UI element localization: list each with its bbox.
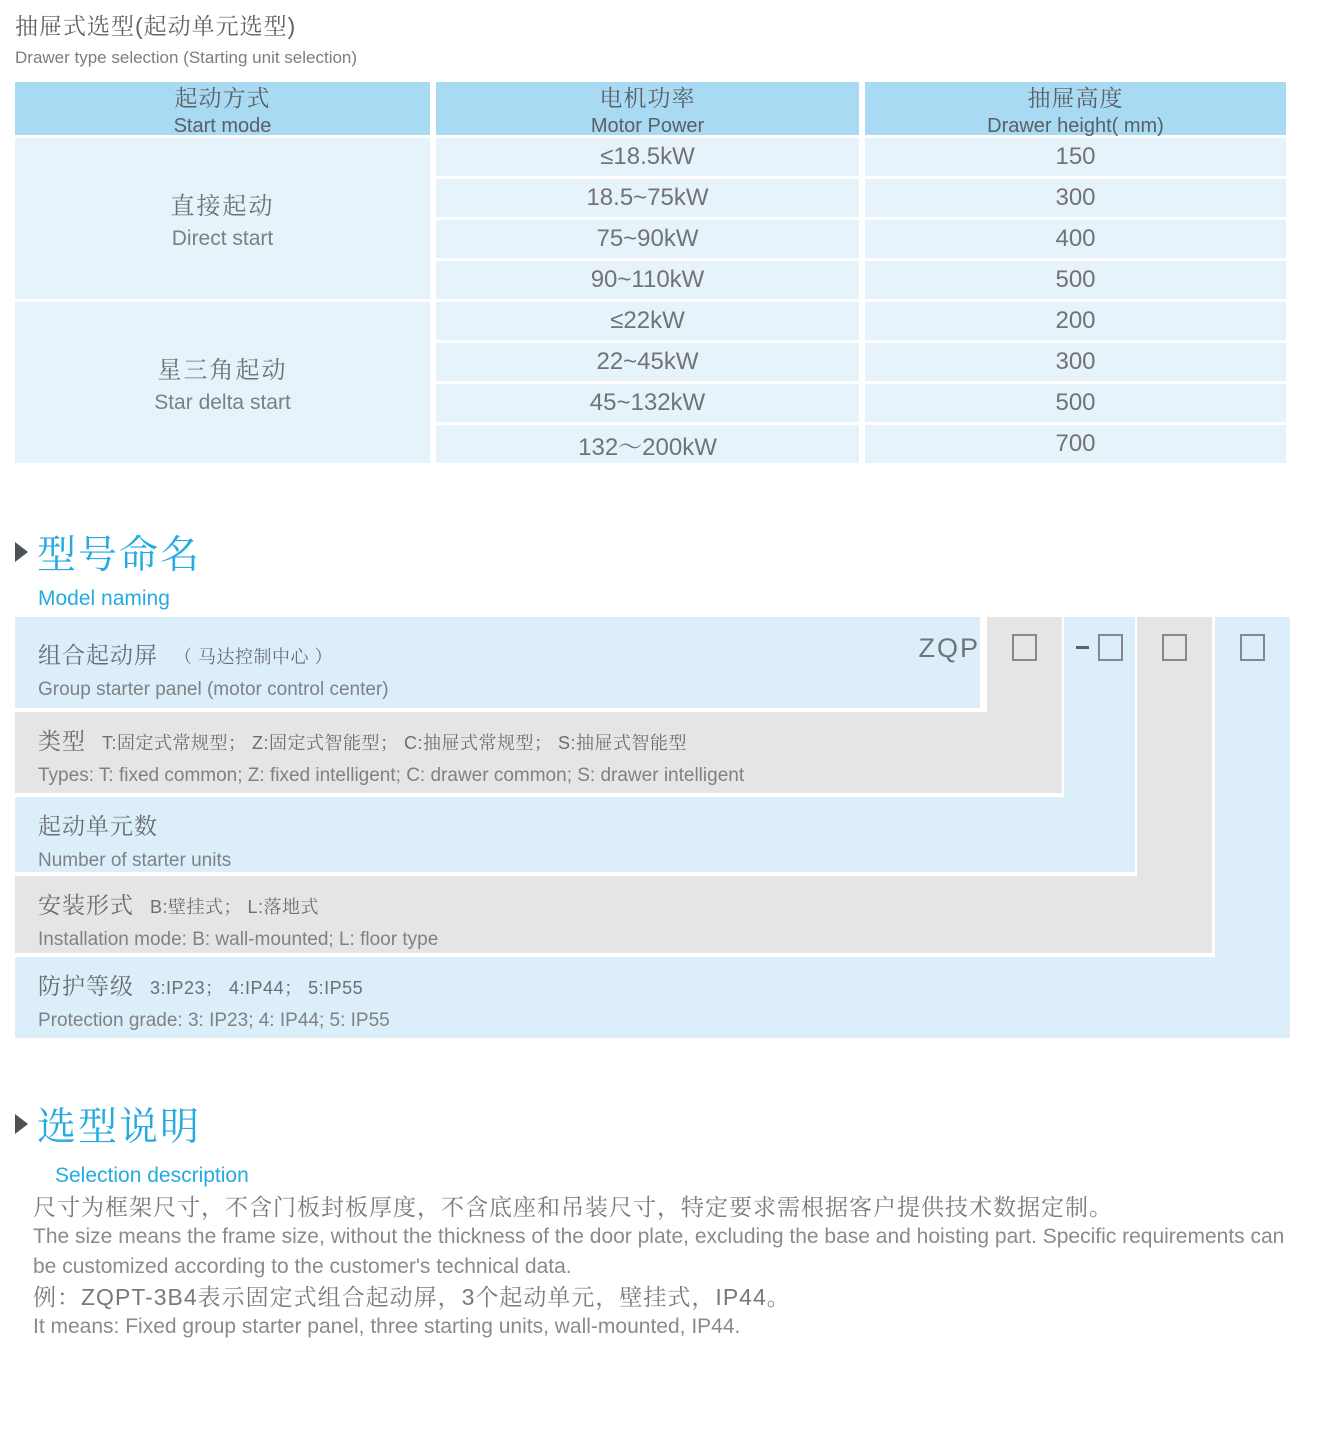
height-cell: [865, 179, 1286, 217]
band-group-starter-panel: [15, 617, 980, 708]
band-installation-mode: [15, 876, 1212, 953]
band-desc-en: Group starter panel (motor control center): [38, 679, 389, 700]
height-value: 500: [1055, 266, 1096, 293]
height-cell: [865, 302, 1286, 340]
power-cell: [436, 384, 859, 422]
band-detail-cn: B:壁挂式； L:落地式: [150, 897, 320, 917]
model-code-slot-2: [1064, 631, 1135, 663]
code-column-protection: [1215, 617, 1290, 1038]
power-cell: [436, 179, 859, 217]
code-box-icon: [1098, 634, 1123, 661]
section-title-cn: 选型说明: [37, 1106, 202, 1149]
mode-cell-direct-start: [15, 138, 430, 299]
power-value: 45~132kW: [589, 389, 706, 416]
triangle-marker-icon: [15, 542, 28, 562]
header-cn: 电机功率: [599, 84, 696, 111]
model-naming-diagram: [15, 617, 1290, 1038]
band-desc-en: Types: T: fixed common; Z: fixed intelligent; C: drawer common; S: drawer intelligent: [38, 765, 745, 786]
band-desc-en: Installation mode: B: wall-mounted; L: floor type: [38, 929, 439, 950]
triangle-marker-icon: [15, 1114, 28, 1134]
code-box-icon: [1240, 634, 1265, 661]
model-code-slot-4: [1215, 631, 1290, 663]
height-value: 200: [1055, 307, 1096, 334]
header-cn: 抽屉高度: [1027, 84, 1124, 111]
height-cell: [865, 261, 1286, 299]
power-cell: [436, 138, 859, 176]
height-value: 400: [1055, 225, 1096, 252]
code-box-icon: [1162, 634, 1187, 661]
band-label-cn: 起动单元数: [38, 813, 158, 839]
table-header-drawer-height: [865, 82, 1286, 135]
header-en: Drawer height( mm): [987, 114, 1164, 137]
power-value: 132～200kW: [578, 433, 717, 461]
power-cell: [436, 343, 859, 381]
header-en: Start mode: [173, 114, 272, 137]
power-value: 75~90kW: [596, 225, 699, 252]
mode-cn: 星三角起动: [157, 357, 288, 384]
height-cell: [865, 220, 1286, 258]
header-en: Motor Power: [590, 114, 705, 137]
power-cell: [436, 302, 859, 340]
code-box-icon: [1012, 634, 1037, 661]
power-cell: [436, 261, 859, 299]
doc-title: [15, 8, 357, 68]
height-cell: [865, 425, 1286, 463]
band-protection-grade: [15, 957, 1290, 1038]
band-label-cn: 组合起动屏: [38, 642, 158, 668]
header-cn: 起动方式: [174, 84, 271, 111]
model-code-slot-1: [987, 631, 1062, 663]
power-value: 90~110kW: [590, 266, 705, 293]
selection-description-text: [33, 1192, 1285, 1342]
section-title-cn: 型号命名: [37, 534, 202, 577]
description-line-cn: 例：ZQPT-3B4表示固定式组合起动屏，3个起动单元，壁挂式，IP44。: [33, 1284, 791, 1310]
height-value: 700: [1055, 430, 1096, 457]
band-starter-units: [15, 797, 1135, 872]
band-desc-en: Protection grade: 3: IP23; 4: IP44; 5: IP55: [38, 1010, 390, 1031]
table-header-start-mode: [15, 82, 430, 135]
description-line-en: The size means the frame size, without the thickness of the door plate, excluding the base and hoisting part. Specific requirements can be customized according to the customer's technical data.: [33, 1225, 1285, 1278]
band-label-cn: 类型: [38, 728, 86, 754]
dash-icon: [1076, 646, 1089, 649]
model-code-slot-3: [1137, 631, 1212, 663]
selection-table: [15, 82, 1286, 463]
section-title-en: Selection description: [55, 1164, 249, 1187]
height-cell: [865, 138, 1286, 176]
height-cell: [865, 384, 1286, 422]
table-header-motor-power: [436, 82, 859, 135]
power-value: 18.5~75kW: [586, 184, 709, 211]
mode-en: Star delta start: [154, 391, 291, 414]
description-line-en: It means: Fixed group starter panel, three starting units, wall-mounted, IP44.: [33, 1315, 741, 1338]
band-label-cn: 安装形式: [38, 892, 134, 918]
band-detail-cn: （ 马达控制中心 ）: [174, 647, 334, 667]
band-detail-cn: 3:IP23； 4:IP44； 5:IP55: [150, 978, 364, 998]
power-value: 22~45kW: [596, 348, 699, 375]
model-naming-heading: [15, 524, 201, 611]
doc-title-en: Drawer type selection (Starting unit selection): [15, 48, 358, 67]
height-value: 150: [1055, 143, 1096, 170]
code-column-installation: [1137, 617, 1212, 953]
height-value: 500: [1055, 389, 1096, 416]
band-types: [15, 712, 1062, 793]
doc-title-cn: 抽屉式选型(起动单元选型): [15, 13, 297, 39]
band-detail-cn: T:固定式常规型； Z:固定式智能型； C:抽屉式常规型； S:抽屉式智能型: [102, 733, 688, 753]
band-label-cn: 防护等级: [38, 973, 134, 999]
description-line-cn: 尺寸为框架尺寸，不含门板封板厚度，不含底座和吊装尺寸，特定要求需根据客户提供技术数据定制。: [33, 1194, 1113, 1220]
mode-cn: 直接起动: [170, 193, 275, 220]
model-code-prefix: ZQP: [918, 633, 980, 663]
height-value: 300: [1055, 348, 1096, 375]
selection-description-heading: [15, 1096, 249, 1188]
mode-en: Direct start: [171, 227, 274, 250]
power-value: ≤18.5kW: [600, 143, 695, 170]
power-cell: [436, 220, 859, 258]
power-value: ≤22kW: [610, 307, 685, 334]
height-value: 300: [1055, 184, 1096, 211]
mode-cell-star-delta-start: [15, 302, 430, 463]
power-cell: [436, 425, 859, 463]
section-title-en: Model naming: [38, 587, 170, 610]
band-desc-en: Number of starter units: [38, 850, 232, 871]
height-cell: [865, 343, 1286, 381]
